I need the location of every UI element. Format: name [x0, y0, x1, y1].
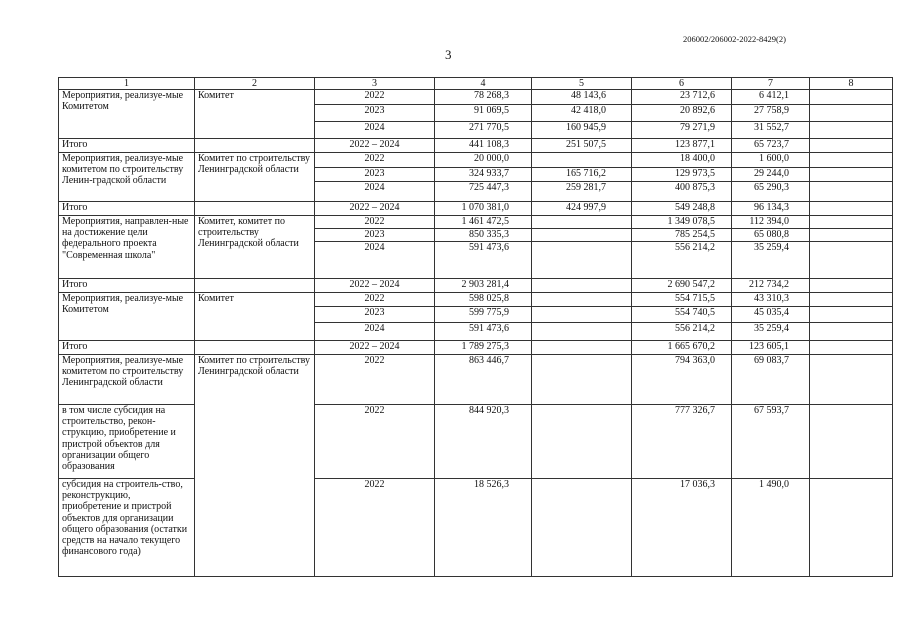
amount-cell: 850 335,3: [435, 229, 532, 242]
amount-cell: [532, 479, 632, 577]
amount-cell: [532, 153, 632, 168]
amount-cell: 1 600,0: [732, 153, 810, 168]
year-cell: 2022: [315, 479, 435, 577]
amount-cell: 1 490,0: [732, 479, 810, 577]
empty-cell: [810, 279, 893, 293]
amount-cell: 271 770,5: [435, 122, 532, 139]
empty-cell: [810, 105, 893, 122]
amount-cell: 18 526,3: [435, 479, 532, 577]
empty-cell: [810, 122, 893, 139]
executor-cell: Комитет: [195, 90, 315, 139]
period-cell: 2022 – 2024: [315, 341, 435, 355]
amount-cell: 129 973,5: [632, 168, 732, 182]
amount-cell: 599 775,9: [435, 307, 532, 323]
amount-cell: 45 035,4: [732, 307, 810, 323]
header-row: [59, 78, 893, 90]
amount-cell: 123 877,1: [632, 139, 732, 153]
total-label: Итого: [59, 279, 195, 293]
amount-cell: 794 363,0: [632, 355, 732, 405]
amount-cell: [532, 242, 632, 279]
year-cell: 2022: [315, 153, 435, 168]
year-cell: 2023: [315, 307, 435, 323]
amount-cell: 123 605,1: [732, 341, 810, 355]
amount-cell: 441 108,3: [435, 139, 532, 153]
executor-cell: Комитет, комитет по строительству Ленинградской области: [195, 216, 315, 279]
empty-cell: [810, 139, 893, 153]
empty-cell: [810, 355, 893, 405]
amount-cell: 18 400,0: [632, 153, 732, 168]
page-number: 3: [445, 47, 452, 62]
amount-cell: 67 593,7: [732, 405, 810, 479]
header-cell: 5: [532, 78, 632, 90]
amount-cell: 23 712,6: [632, 90, 732, 105]
amount-cell: [532, 229, 632, 242]
empty-cell: [195, 139, 315, 153]
amount-cell: 556 214,2: [632, 323, 732, 341]
amount-cell: 549 248,8: [632, 202, 732, 216]
total-label: Итого: [59, 202, 195, 216]
amount-cell: 35 259,4: [732, 323, 810, 341]
amount-cell: 1 070 381,0: [435, 202, 532, 216]
amount-cell: 160 945,9: [532, 122, 632, 139]
header-cell: 1: [59, 78, 195, 90]
year-cell: 2023: [315, 229, 435, 242]
amount-cell: 863 446,7: [435, 355, 532, 405]
amount-cell: 424 997,9: [532, 202, 632, 216]
header-cell: 3: [315, 78, 435, 90]
empty-cell: [195, 279, 315, 293]
amount-cell: 591 473,6: [435, 323, 532, 341]
table-row: [59, 90, 893, 105]
amount-cell: 91 069,5: [435, 105, 532, 122]
empty-cell: [810, 405, 893, 479]
year-cell: 2022: [315, 405, 435, 479]
year-cell: 2023: [315, 105, 435, 122]
amount-cell: [532, 405, 632, 479]
amount-cell: 79 271,9: [632, 122, 732, 139]
period-cell: 2022 – 2024: [315, 139, 435, 153]
amount-cell: 1 349 078,5: [632, 216, 732, 229]
amount-cell: 1 789 275,3: [435, 341, 532, 355]
header-cell: 8: [810, 78, 893, 90]
amount-cell: [532, 279, 632, 293]
amount-cell: 69 083,7: [732, 355, 810, 405]
empty-cell: [810, 479, 893, 577]
year-cell: 2024: [315, 323, 435, 341]
year-cell: 2024: [315, 242, 435, 279]
amount-cell: 785 254,5: [632, 229, 732, 242]
table-row: [59, 153, 893, 168]
amount-cell: 212 734,2: [732, 279, 810, 293]
amount-cell: [532, 355, 632, 405]
amount-cell: 165 716,2: [532, 168, 632, 182]
empty-cell: [810, 341, 893, 355]
amount-cell: 251 507,5: [532, 139, 632, 153]
amount-cell: 259 281,7: [532, 182, 632, 202]
amount-cell: [532, 323, 632, 341]
empty-cell: [810, 153, 893, 168]
amount-cell: 6 412,1: [732, 90, 810, 105]
total-row: [59, 139, 893, 153]
amount-cell: 112 394,0: [732, 216, 810, 229]
amount-cell: 42 418,0: [532, 105, 632, 122]
measure-name-cell: Мероприятия, реализуе-мые комитетом по строительству Ленинградской области: [59, 355, 195, 405]
executor-cell: Комитет: [195, 293, 315, 341]
amount-cell: 725 447,3: [435, 182, 532, 202]
total-label: Итого: [59, 341, 195, 355]
empty-cell: [810, 168, 893, 182]
amount-cell: 17 036,3: [632, 479, 732, 577]
empty-cell: [810, 307, 893, 323]
measure-name-cell: Мероприятия, направлен-ные на достижение цели федерального проекта "Современная школа": [59, 216, 195, 279]
amount-cell: [532, 216, 632, 229]
amount-cell: 324 933,7: [435, 168, 532, 182]
executor-cell: Комитет по строительству Ленинградской области: [195, 355, 315, 577]
total-label: Итого: [59, 139, 195, 153]
measure-name-cell: Мероприятия, реализуе-мые комитетом по строительству Ленин-градской области: [59, 153, 195, 202]
amount-cell: 48 143,6: [532, 90, 632, 105]
header-cell: 6: [632, 78, 732, 90]
measure-name-cell: Мероприятия, реализуе-мые Комитетом: [59, 293, 195, 341]
amount-cell: 556 214,2: [632, 242, 732, 279]
amount-cell: 78 268,3: [435, 90, 532, 105]
period-cell: 2022 – 2024: [315, 279, 435, 293]
amount-cell: 777 326,7: [632, 405, 732, 479]
amount-cell: 29 244,0: [732, 168, 810, 182]
header-cell: 4: [435, 78, 532, 90]
amount-cell: 554 740,5: [632, 307, 732, 323]
amount-cell: 20 000,0: [435, 153, 532, 168]
total-row: [59, 279, 893, 293]
header-cell: 2: [195, 78, 315, 90]
amount-cell: 400 875,3: [632, 182, 732, 202]
empty-cell: [810, 216, 893, 229]
amount-cell: 31 552,7: [732, 122, 810, 139]
empty-cell: [810, 202, 893, 216]
year-cell: 2024: [315, 122, 435, 139]
amount-cell: [532, 307, 632, 323]
amount-cell: 1 461 472,5: [435, 216, 532, 229]
table-row: [59, 216, 893, 229]
period-cell: 2022 – 2024: [315, 202, 435, 216]
amount-cell: 20 892,6: [632, 105, 732, 122]
year-cell: 2024: [315, 182, 435, 202]
empty-cell: [195, 341, 315, 355]
empty-cell: [810, 90, 893, 105]
amount-cell: 65 080,8: [732, 229, 810, 242]
empty-cell: [810, 229, 893, 242]
executor-cell: Комитет по строительству Ленинградской области: [195, 153, 315, 202]
amount-cell: 43 310,3: [732, 293, 810, 307]
total-row: [59, 341, 893, 355]
amount-cell: 65 290,3: [732, 182, 810, 202]
amount-cell: 1 665 670,2: [632, 341, 732, 355]
year-cell: 2023: [315, 168, 435, 182]
table-row: [59, 355, 893, 405]
measure-name-cell: Мероприятия, реализуе-мые Комитетом: [59, 90, 195, 139]
amount-cell: 591 473,6: [435, 242, 532, 279]
amount-cell: [532, 341, 632, 355]
amount-cell: 35 259,4: [732, 242, 810, 279]
amount-cell: 96 134,3: [732, 202, 810, 216]
year-cell: 2022: [315, 216, 435, 229]
amount-cell: 844 920,3: [435, 405, 532, 479]
amount-cell: 554 715,5: [632, 293, 732, 307]
year-cell: 2022: [315, 293, 435, 307]
empty-cell: [810, 242, 893, 279]
empty-cell: [195, 202, 315, 216]
year-cell: 2022: [315, 355, 435, 405]
amount-cell: 598 025,8: [435, 293, 532, 307]
total-row: [59, 202, 893, 216]
table-row: [59, 479, 893, 577]
amount-cell: 2 690 547,2: [632, 279, 732, 293]
amount-cell: 65 723,7: [732, 139, 810, 153]
empty-cell: [810, 323, 893, 341]
empty-cell: [810, 182, 893, 202]
table-row: [59, 293, 893, 307]
amount-cell: [532, 293, 632, 307]
amount-cell: 2 903 281,4: [435, 279, 532, 293]
budget-table: [58, 77, 893, 577]
document-id: 206002/206002-2022-8429(2): [683, 34, 786, 44]
table-row: [59, 405, 893, 479]
empty-cell: [810, 293, 893, 307]
header-cell: 7: [732, 78, 810, 90]
subsidy-name-cell: в том числе субсидия на строительство, рекон-струкцию, приобретение и пристрой объектов для организации общего образования: [59, 405, 195, 479]
amount-cell: 27 758,9: [732, 105, 810, 122]
year-cell: 2022: [315, 90, 435, 105]
subsidy-name-cell: субсидия на строитель-ство, реконструкцию, приобретение и пристрой объектов для организации общего образования (остатки средств на начало текущего финансового года): [59, 479, 195, 577]
